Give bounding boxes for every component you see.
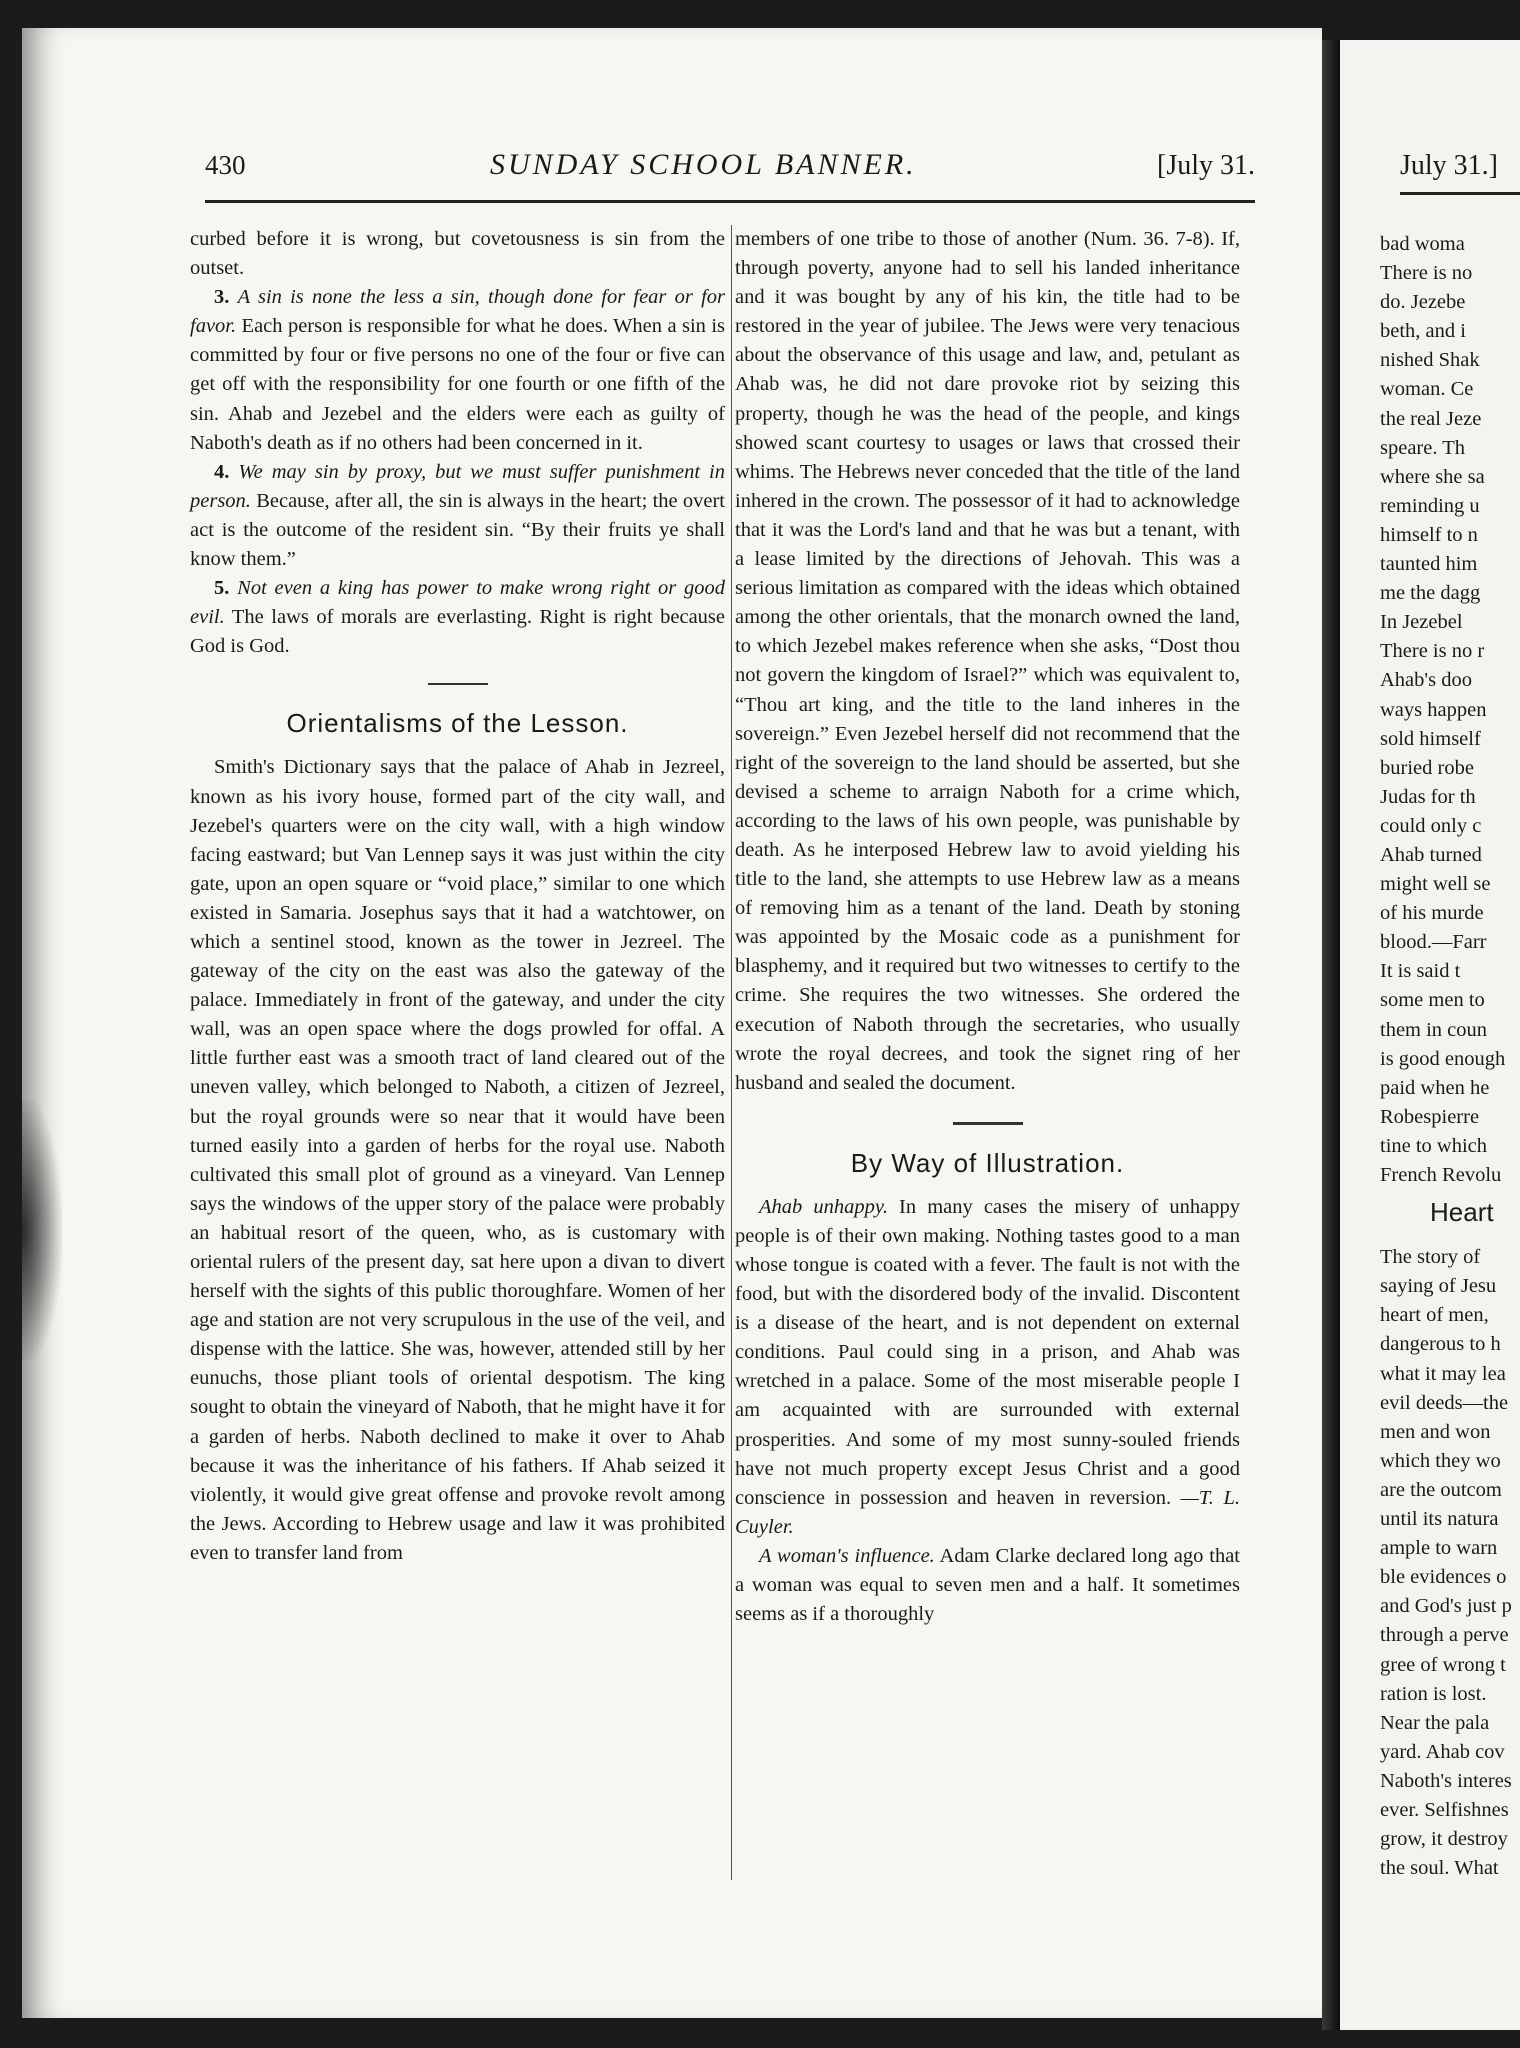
next-page-line: speare. Th xyxy=(1380,436,1466,459)
next-page-line: grow, it destroy xyxy=(1380,1828,1508,1851)
next-page-line: ever. Selfishnes xyxy=(1380,1798,1509,1821)
next-page-line: dangerous to h xyxy=(1380,1333,1501,1356)
attribution: —T. L. Cuyler. xyxy=(735,1486,1240,1538)
right-page-fragment xyxy=(1340,40,1520,2030)
next-page-line: men and won xyxy=(1380,1420,1491,1443)
next-page-line: which they wo xyxy=(1380,1449,1501,1472)
next-page-line: do. Jezebe xyxy=(1380,291,1466,314)
header-rule xyxy=(205,200,1255,203)
next-page-line: heart of men, xyxy=(1380,1304,1489,1327)
page-number: 430 xyxy=(205,150,246,180)
next-page-line: where she sa xyxy=(1380,465,1485,488)
next-page-line: Naboth's interes xyxy=(1380,1769,1512,1792)
paragraph-heading: A woman's influence. xyxy=(759,1544,935,1567)
next-page-line: the real Jeze xyxy=(1380,407,1482,430)
next-page-line: ample to warn xyxy=(1380,1537,1498,1560)
right-column xyxy=(735,225,1240,1629)
next-page-line: of his murde xyxy=(1380,902,1484,925)
next-page-line: yard. Ahab cov xyxy=(1380,1740,1505,1763)
point-heading: We may sin by proxy, but we must suffer punishment in person. xyxy=(190,460,725,512)
next-page-line: them in coun xyxy=(1380,1018,1488,1041)
point-number: 5. xyxy=(214,577,230,600)
next-page-line: There is no r xyxy=(1380,640,1485,663)
point-heading: A sin is none the less a sin, though done for fear or for favor. xyxy=(190,286,725,338)
point-5 xyxy=(190,574,725,661)
next-page-line: are the outcom xyxy=(1380,1478,1502,1501)
point-text: Because, after all, the sin is always in the heart; the overt act is the outcome of the resident sin. “By their fruits ye shall know them.” xyxy=(190,489,725,571)
next-page-line: Judas for th xyxy=(1380,785,1476,808)
intro-paragraph: curbed before it is wrong, but covetousness is sin from the outset. xyxy=(190,228,725,280)
next-page-header: July 31.] xyxy=(1400,150,1498,181)
next-page-line: ration is lost. xyxy=(1380,1682,1487,1705)
column-divider xyxy=(731,225,732,1880)
next-page-line: reminding u xyxy=(1380,494,1480,517)
paragraph-text: Adam Clarke declared long ago that a woman was equal to seven men and a half. It sometimes seems as if a thoroughly xyxy=(735,1544,1240,1626)
point-3 xyxy=(190,283,725,458)
next-page-line: gree of wrong t xyxy=(1380,1653,1506,1676)
next-page-line: me the dagg xyxy=(1380,582,1481,605)
next-page-line: saying of Jesu xyxy=(1380,1275,1497,1298)
next-page-line: French Revolu xyxy=(1380,1164,1502,1186)
next-page-line: beth, and i xyxy=(1380,320,1466,343)
next-page-line: The story of xyxy=(1380,1246,1481,1269)
orientalisms-heading: Orientalisms of the Lesson. xyxy=(286,708,629,739)
header-date: [July 31. xyxy=(1157,150,1255,181)
point-number: 4. xyxy=(214,460,230,483)
next-page-line: blood.—Farr xyxy=(1380,931,1487,954)
next-page-heading: Heart xyxy=(1430,1197,1494,1228)
next-page-line: ways happen xyxy=(1380,698,1487,721)
paragraph-text: In many cases the misery of unhappy people is of their own making. Nothing tastes good to a man whose tongue is coated with a fever. The fault is not with the food, but with the disordered body of the invalid. Discontent is a disease of the heart, and is not dependent on external conditions. Paul could sing in a prison, and Ahab was wretched in a palace. Some of the most miserable people I am acquainted with are surrounded with external prosperities. And some of my most sunny-souled friends have not much property except Jesus Christ and a good conscience in possession and heaven in reversion. xyxy=(735,1195,1240,1509)
next-page-line: There is no xyxy=(1380,262,1473,285)
next-page-line: sold himself xyxy=(1380,727,1481,750)
next-page-line: Ahab's doo xyxy=(1380,669,1472,692)
left-column xyxy=(190,225,725,1568)
next-page-line: paid when he xyxy=(1380,1076,1490,1099)
next-page-line: until its natura xyxy=(1380,1508,1499,1531)
next-page-line: is good enough xyxy=(1380,1047,1506,1070)
womans-influence-paragraph xyxy=(735,1542,1240,1629)
orientalisms-paragraph: Smith's Dictionary says that the palace of Ahab in Jezreel, known as his ivory house, formed part of the city wall, and Jezebel's quarters were on the city wall, with a high window facing eastward; but Van Lennep says it was just within the city gate, upon an open square or “void place,” similar to one which existed in Samaria. Josephus says that it had a watchtower, on which a sentinel stood, known as the tower in Jezreel. The gateway of the city on the east was also the gateway of the palace. Immediately in front of the gateway, and under the city wall, was an open space where the dogs prowled for offal. A little further east was a smooth tract of land cleared out of the uneven valley, which belonged to Naboth, a citizen of Jezreel, but the royal grounds were so near that it would have been turned easily into a garden of herbs for the royal use. Naboth cultivated this small plot of ground as a vineyard. Van Lennep says the windows of the upper story of the palace were probably an habitual resort of the queen, who, as is customary with oriental rulers of the present day, sat here upon a divan to divert herself with the sights of this public thoroughfare. Women of her age and station are not very scrupulous in the use of the veil, and dispense with the lattice. She was, however, attended still by her eunuchs, those pliant tools of oriental despotism. The king sought to obtain the vineyard of Naboth, that he might have it for a garden of herbs. Naboth declined to make it over to Ahab because it was the inheritance of his fathers. If Ahab seized it violently, it would give great offense and provoke revolt among the Jews. According to Hebrew usage and law it was prohibited even to transfer land from xyxy=(190,756,725,1564)
next-page-lines-bottom xyxy=(1380,1243,1520,1883)
next-page-line: himself to n xyxy=(1380,523,1478,546)
point-heading: Not even a king has power to make wrong right or good evil. xyxy=(190,577,726,629)
running-title: SUNDAY SCHOOL BANNER. xyxy=(490,148,917,181)
illustration-heading: By Way of Illustration. xyxy=(850,1147,1125,1178)
next-page-line: buried robe xyxy=(1380,756,1474,779)
next-page-line: It is said t xyxy=(1380,960,1461,983)
next-page-line: what it may lea xyxy=(1380,1362,1506,1385)
next-page-line: Robespierre xyxy=(1380,1105,1480,1128)
next-page-text xyxy=(1380,230,1520,1883)
section-divider xyxy=(953,1122,1023,1125)
next-page-line: In Jezebel xyxy=(1380,611,1463,634)
page-header xyxy=(205,150,1255,190)
next-page-line: could only c xyxy=(1380,814,1482,837)
paragraph-heading: Ahab unhappy. xyxy=(759,1195,888,1218)
ahab-unhappy-paragraph xyxy=(735,1193,1240,1542)
point-text: The laws of morals are everlasting. Right is right because God is God. xyxy=(190,606,725,658)
next-page-line: tine to which xyxy=(1380,1134,1488,1157)
point-4 xyxy=(190,458,725,574)
next-page-line: the soul. What xyxy=(1380,1857,1499,1880)
next-page-line: might well se xyxy=(1380,873,1491,896)
next-page-rule xyxy=(1400,192,1520,195)
point-text: Each person is responsible for what he does. When a sin is committed by four or five persons no one of the four or five can get off with the responsibility for one fourth or one fifth of the sin. Ahab and Jezebel and the elders were each as guilty of Naboth's death as if no others had been concerned in it. xyxy=(190,315,725,454)
scan-shadow xyxy=(22,1100,62,1360)
next-page-line: nished Shak xyxy=(1380,349,1480,372)
next-page-line: and God's just p xyxy=(1380,1595,1512,1618)
next-page-line: Near the pala xyxy=(1380,1711,1490,1734)
next-page-line: woman. Ce xyxy=(1380,378,1474,401)
next-page-lines-top xyxy=(1380,230,1520,1190)
next-page-line: taunted him xyxy=(1380,553,1478,576)
next-page-line: bad woma xyxy=(1380,233,1465,255)
next-page-line: ble evidences o xyxy=(1380,1566,1507,1589)
point-number: 3. xyxy=(214,286,230,309)
next-page-line: some men to xyxy=(1380,989,1485,1012)
next-page-line: Ahab turned xyxy=(1380,843,1482,866)
section-divider xyxy=(428,683,488,685)
book-gutter xyxy=(1322,40,1340,2030)
next-page-line: evil deeds—the xyxy=(1380,1391,1509,1414)
continuation-paragraph: members of one tribe to those of another (Num. 36. 7-8). If, through poverty, anyone had to sell his landed inheritance and it was bought by any of his kin, the title had to be restored in the year of jubilee. The Jews were very tenacious about the observance of this usage and law, and, petulant as Ahab was, he did not dare provoke riot by seizing this property, though he was the head of the people, and kings showed scant courtesy to usages or laws that crossed their whims. The Hebrews never conceded that the title of the land inhered in the crown. The possessor of it had to acknowledge that it was the Lord's land and that he was but a tenant, with a lease limited by the directions of Jehovah. This was a serious limitation as compared with the ideas which obtained among the other orientals, that the monarch owned the land, to which Jezebel makes reference when she asks, “Dost thou not govern the kingdom of Israel?” which was equivalent to, “Thou art king, and the title to the land inheres in the sovereign.” Even Jezebel herself did not recommend that the right of the sovereign to the land should be asserted, but she devised a scheme to arraign Naboth for a crime which, according to the laws of his own people, was punishable by death. As he interposed Hebrew law to avoid yielding his title to the land, she attempts to use Hebrew law as a means of removing him as a tenant of the land. Death by stoning was appointed by the Mosaic code as a punishment for blasphemy, and it required but two witnesses to certify to the crime. She requires the two witnesses. She ordered the execution of Naboth through the secretaries, who usually wrote the royal decrees, and took the signet ring of her husband and sealed the document. xyxy=(735,228,1240,1094)
next-page-line: through a perve xyxy=(1380,1624,1509,1647)
